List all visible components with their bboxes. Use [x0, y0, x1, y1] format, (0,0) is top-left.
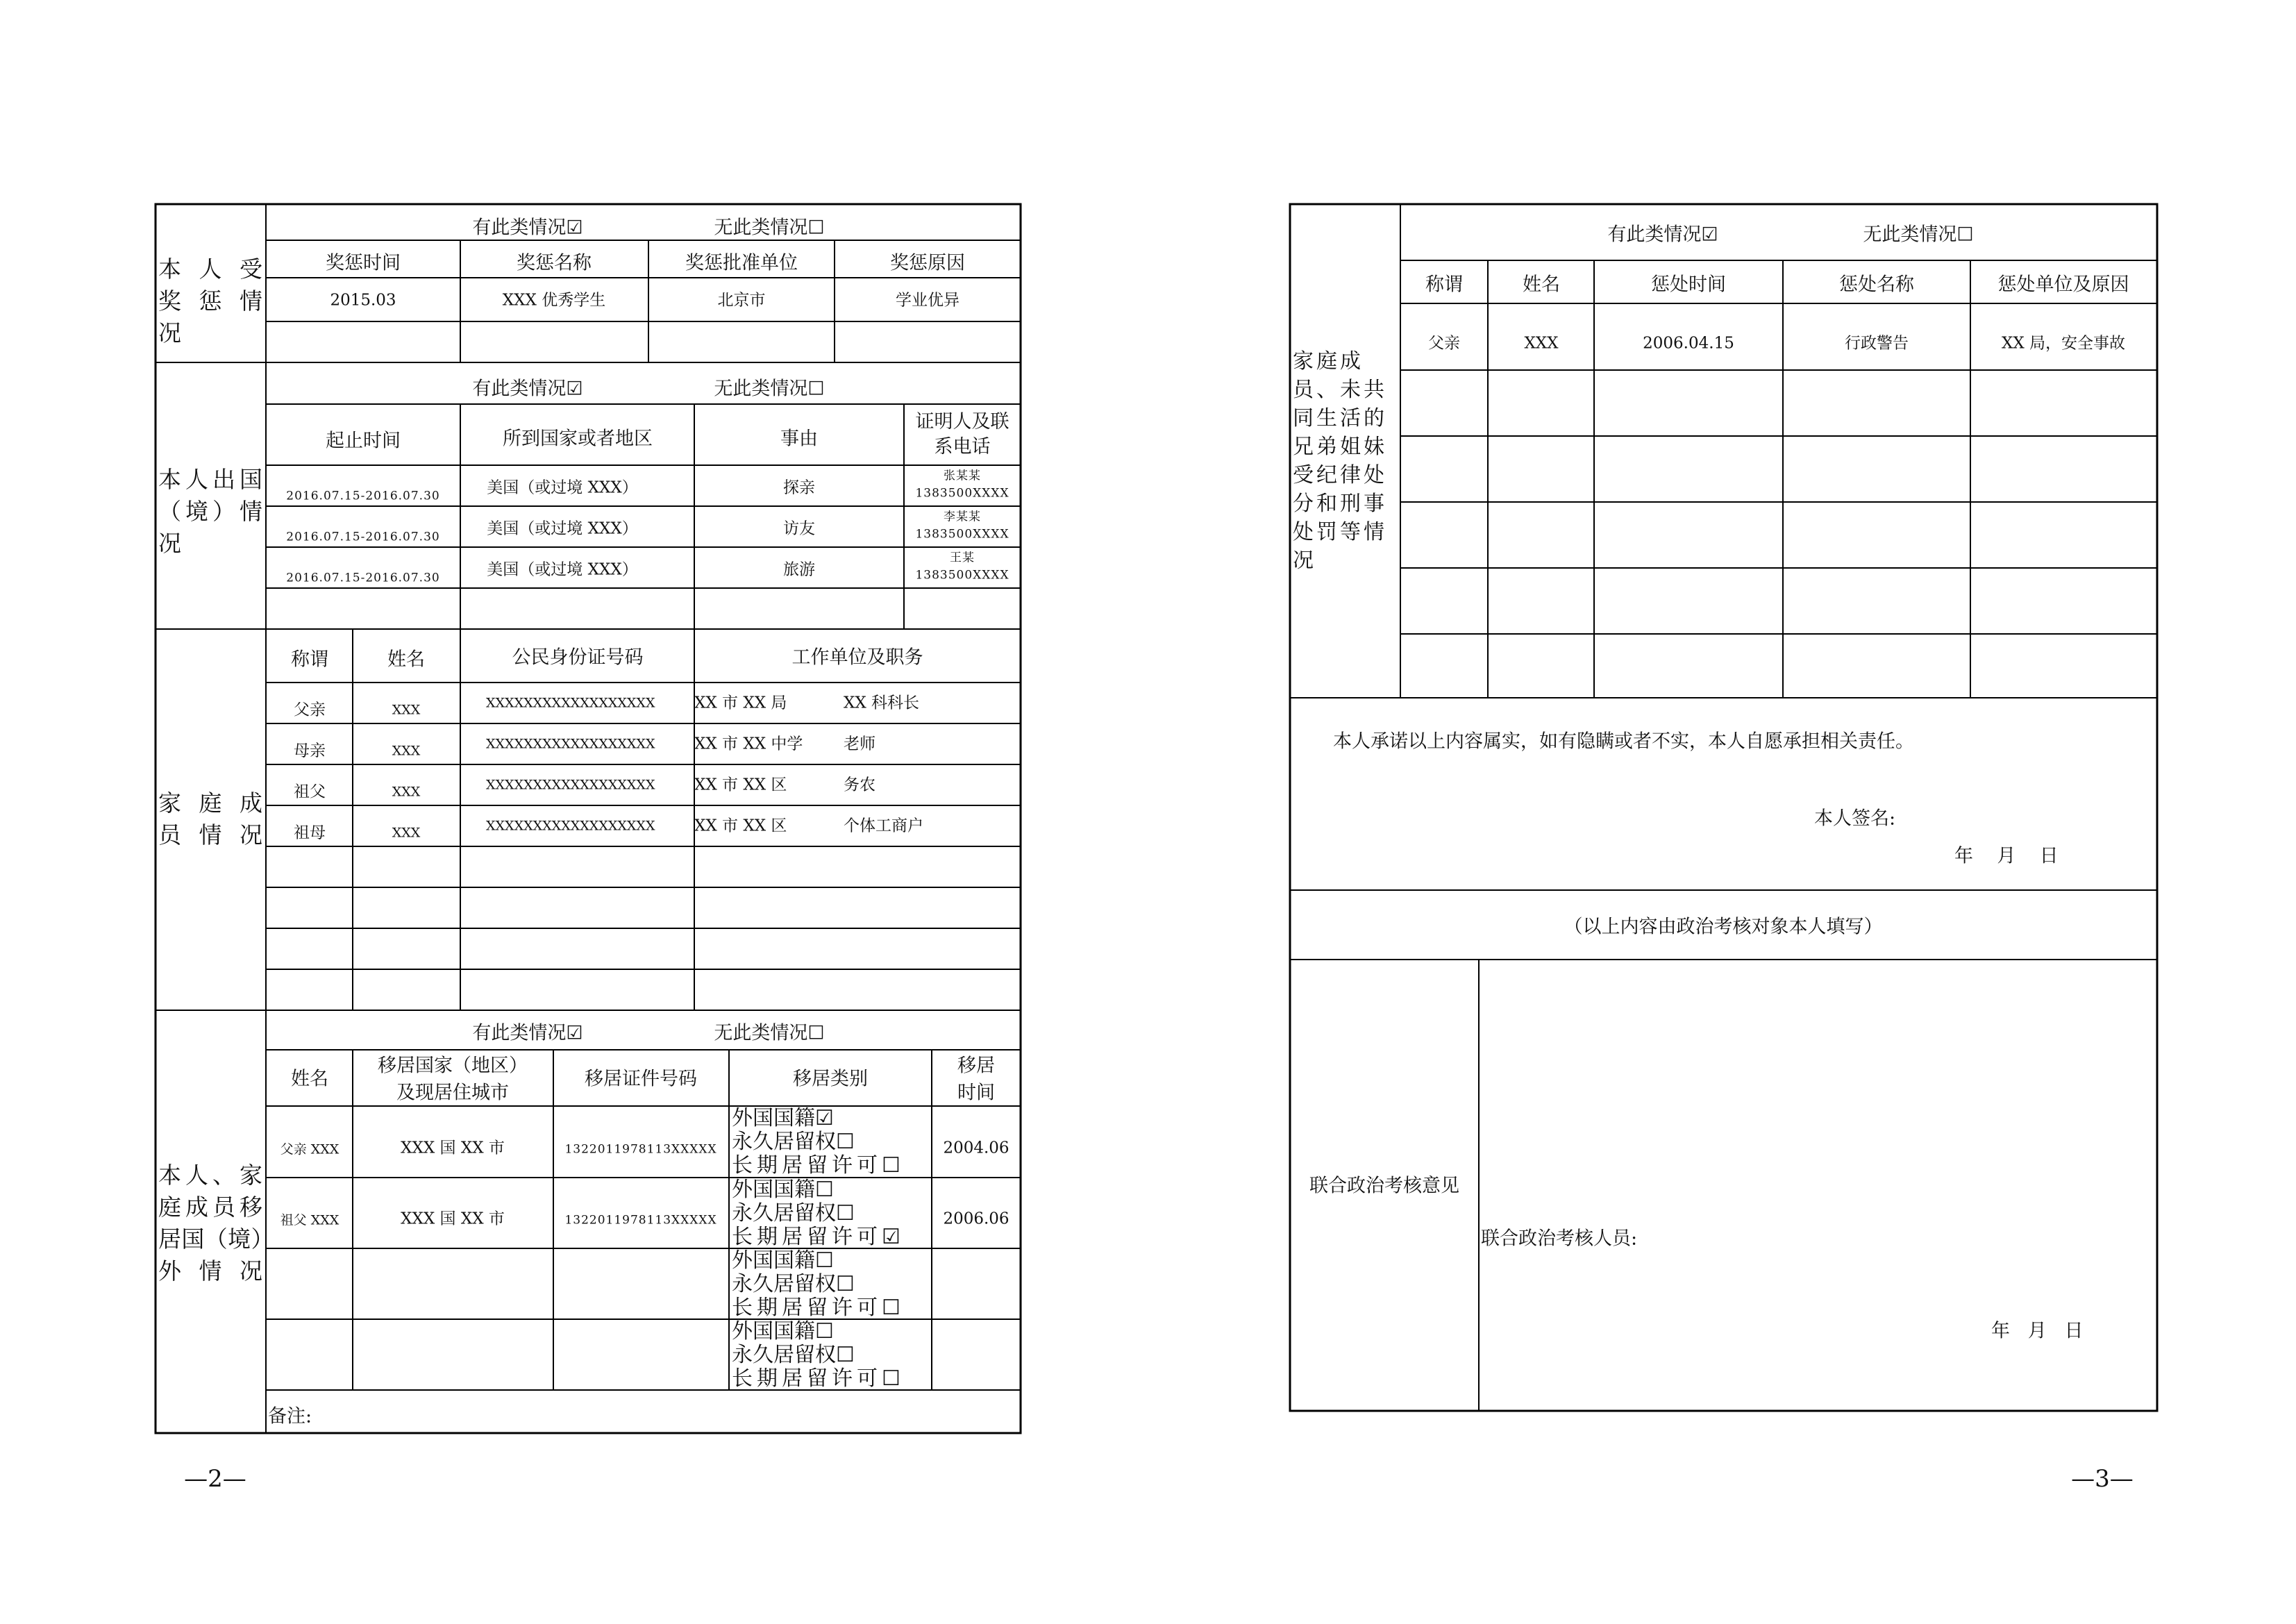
emigration-header-name: 姓名 — [291, 1068, 328, 1090]
long-term-residence-checkbox[interactable]: 长期居留许可☐ — [732, 1296, 905, 1320]
discipline-section-label: 家庭成员、未共同生活的兄弟姐妹受纪律处分和刑事处罚等情况 — [1293, 349, 1387, 573]
permanent-residence-checkbox[interactable]: 永久居留权☐ — [732, 1343, 855, 1367]
long-term-residence-checkbox[interactable]: 长期居留许可☐ — [732, 1153, 905, 1178]
awards-section-label: 本 人 受 奖 惩 情 况 — [158, 256, 262, 346]
family-row-id: XXXXXXXXXXXXXXXXXX — [486, 818, 655, 834]
page-number-right: —3— — [2071, 1465, 2134, 1493]
awards-has-case-checkbox[interactable]: 有此类情况☑ — [472, 217, 583, 239]
awards-row-unit: 北京市 — [717, 291, 766, 310]
foreign-nationality-checkbox[interactable]: 外国国籍☐ — [732, 1178, 834, 1202]
family-row-employer: XX 市 XX 区 — [694, 776, 787, 794]
awards-header-unit: 奖惩批准单位 — [685, 252, 798, 274]
travel-header-destination: 所到国家或者地区 — [503, 428, 653, 450]
family-row-position: XX 科科长 — [844, 694, 920, 712]
travel-row-destination: 美国（或过境 XXX） — [487, 478, 638, 497]
emigration-header-type: 移居类别 — [793, 1068, 868, 1090]
pledge-statement: 本人承诺以上内容属实，如有隐瞒或者不实，本人自愿承担相关责任。 — [1333, 730, 1914, 753]
pledge-date-label: 年 月 日 — [1954, 845, 2059, 867]
family-header-name: 姓名 — [387, 648, 425, 671]
emigration-header-country: 移居国家（地区） — [378, 1055, 528, 1077]
emigration-no-case-checkbox[interactable]: 无此类情况☐ — [714, 1022, 825, 1044]
emigration-row-name: 父亲 XXX — [280, 1141, 340, 1157]
discipline-row-name: XXX — [1524, 334, 1559, 353]
emigration-row-country: XXX 国 XX 市 — [401, 1209, 505, 1228]
foreign-nationality-checkbox[interactable]: 外国国籍☐ — [732, 1319, 834, 1343]
discipline-row-time: 2006.04.15 — [1643, 334, 1734, 353]
emigration-row-cert: 1322011978113XXXXX — [564, 1142, 717, 1157]
family-row-id: XXXXXXXXXXXXXXXXXX — [486, 736, 655, 752]
awards-row-reason: 学业优异 — [896, 291, 960, 310]
travel-row-period: 2016.07.15-2016.07.30 — [286, 571, 440, 585]
emigration-row-types[interactable] — [732, 1320, 905, 1391]
discipline-header-unit: 惩处单位及原因 — [1997, 274, 2129, 296]
emigration-header-city: 及现居住城市 — [396, 1082, 509, 1104]
discipline-header-relation: 称谓 — [1425, 274, 1463, 296]
page-number-left: —2— — [184, 1465, 246, 1493]
awards-row-time: 2015.03 — [330, 291, 396, 310]
long-term-residence-checkbox[interactable]: 长期居留许可☑ — [732, 1225, 905, 1249]
travel-row-witness-name: 张某某 — [944, 469, 981, 483]
family-row-name: XXX — [392, 825, 421, 841]
family-row-position: 个体工商户 — [844, 817, 923, 835]
discipline-row-unit: XX 局，安全事故 — [2001, 334, 2126, 353]
travel-row-reason: 访友 — [783, 519, 815, 538]
foreign-nationality-checkbox[interactable]: 外国国籍☑ — [732, 1106, 834, 1130]
family-row-id: XXXXXXXXXXXXXXXXXX — [486, 777, 655, 793]
emigration-header-time-2: 时间 — [957, 1082, 995, 1104]
family-row-name: XXX — [392, 784, 421, 800]
family-row-employer: XX 市 XX 局 — [694, 694, 787, 712]
awards-no-case-checkbox[interactable]: 无此类情况☐ — [714, 217, 825, 239]
travel-row-reason: 探亲 — [783, 478, 815, 497]
family-header-id: 公民身份证号码 — [512, 646, 644, 669]
emigration-row-cert: 1322011978113XXXXX — [564, 1213, 717, 1228]
family-row-relation: 祖父 — [294, 782, 326, 801]
discipline-row-relation: 父亲 — [1428, 334, 1460, 353]
permanent-residence-checkbox[interactable]: 永久居留权☐ — [732, 1272, 855, 1296]
emigration-row-time: 2006.06 — [943, 1209, 1009, 1228]
review-section-label: 联合政治考核意见 — [1309, 1175, 1459, 1197]
discipline-has-case-checkbox[interactable]: 有此类情况☑ — [1607, 224, 1718, 246]
awards-row-name: XXX 优秀学生 — [502, 291, 606, 310]
travel-row-destination: 美国（或过境 XXX） — [487, 519, 638, 538]
travel-row-witness-name: 李某某 — [944, 510, 981, 524]
family-row-position: 务农 — [844, 776, 875, 794]
discipline-row-punishment: 行政警告 — [1845, 334, 1909, 353]
family-section-label: 家 庭 成 员 情 况 — [158, 789, 262, 848]
emigration-header-time-1: 移居 — [957, 1055, 995, 1077]
family-row-name: XXX — [392, 743, 421, 759]
travel-section-label: 本人出国（境）情况 — [158, 466, 262, 557]
awards-header-name: 奖惩名称 — [517, 252, 592, 274]
family-row-name: XXX — [392, 702, 421, 718]
family-row-relation: 父亲 — [294, 701, 326, 719]
discipline-no-case-checkbox[interactable]: 无此类情况☐ — [1863, 224, 1974, 246]
family-header-employer: 工作单位及职务 — [791, 646, 923, 669]
travel-row-reason: 旅游 — [783, 560, 815, 579]
review-date-label: 年 月 日 — [1991, 1320, 2084, 1342]
travel-row-witness-name: 王某 — [950, 551, 975, 565]
family-row-relation: 祖母 — [294, 823, 326, 842]
remarks-label: 备注: — [268, 1405, 312, 1428]
family-row-employer: XX 市 XX 中学 — [694, 735, 803, 753]
travel-row-witness-phone: 1383500XXXX — [915, 527, 1009, 542]
discipline-header-name: 姓名 — [1523, 274, 1560, 296]
emigration-row-time: 2004.06 — [943, 1139, 1009, 1157]
travel-row-destination: 美国（或过境 XXX） — [487, 560, 638, 579]
long-term-residence-checkbox[interactable]: 长期居留许可☐ — [732, 1366, 905, 1391]
travel-row-witness-phone: 1383500XXXX — [915, 568, 1009, 583]
signature-label: 本人签名: — [1814, 807, 1896, 830]
discipline-header-time: 惩处时间 — [1651, 274, 1726, 296]
emigration-header-cert: 移居证件号码 — [585, 1068, 697, 1090]
family-row-relation: 母亲 — [294, 742, 326, 760]
emigration-row-country: XXX 国 XX 市 — [401, 1139, 505, 1157]
awards-header-time: 奖惩时间 — [326, 252, 401, 274]
travel-no-case-checkbox[interactable]: 无此类情况☐ — [714, 378, 825, 400]
family-row-id: XXXXXXXXXXXXXXXXXX — [486, 695, 655, 711]
travel-header-period: 起止时间 — [326, 430, 401, 452]
emigration-row-types[interactable] — [732, 1178, 905, 1249]
permanent-residence-checkbox[interactable]: 永久居留权☐ — [732, 1130, 855, 1154]
self-fill-notice: （以上内容由政治考核对象本人填写） — [1564, 916, 1883, 938]
family-header-relation: 称谓 — [291, 648, 328, 671]
review-staff-label: 联合政治考核人员: — [1481, 1228, 1638, 1250]
family-row-employer: XX 市 XX 区 — [694, 817, 787, 835]
foreign-nationality-checkbox[interactable]: 外国国籍☐ — [732, 1248, 834, 1273]
family-row-position: 老师 — [844, 735, 875, 753]
emigration-row-name: 祖父 XXX — [280, 1212, 340, 1228]
travel-row-witness-phone: 1383500XXXX — [915, 486, 1009, 501]
travel-header-witness: 证明人及联系电话 — [915, 411, 1009, 458]
discipline-header-name2: 惩处名称 — [1839, 274, 1914, 296]
travel-row-period: 2016.07.15-2016.07.30 — [286, 489, 440, 503]
emigration-row-types[interactable] — [732, 1107, 905, 1178]
emigration-has-case-checkbox[interactable]: 有此类情况☑ — [472, 1022, 583, 1044]
travel-has-case-checkbox[interactable]: 有此类情况☑ — [472, 378, 583, 400]
emigration-section-label: 本人、家庭成员移居国（境）外情况 — [158, 1162, 262, 1284]
emigration-row-types[interactable] — [732, 1249, 905, 1320]
travel-header-reason: 事由 — [780, 428, 818, 450]
awards-header-reason: 奖惩原因 — [890, 252, 965, 274]
permanent-residence-checkbox[interactable]: 永久居留权☐ — [732, 1201, 855, 1225]
travel-row-period: 2016.07.15-2016.07.30 — [286, 530, 440, 544]
